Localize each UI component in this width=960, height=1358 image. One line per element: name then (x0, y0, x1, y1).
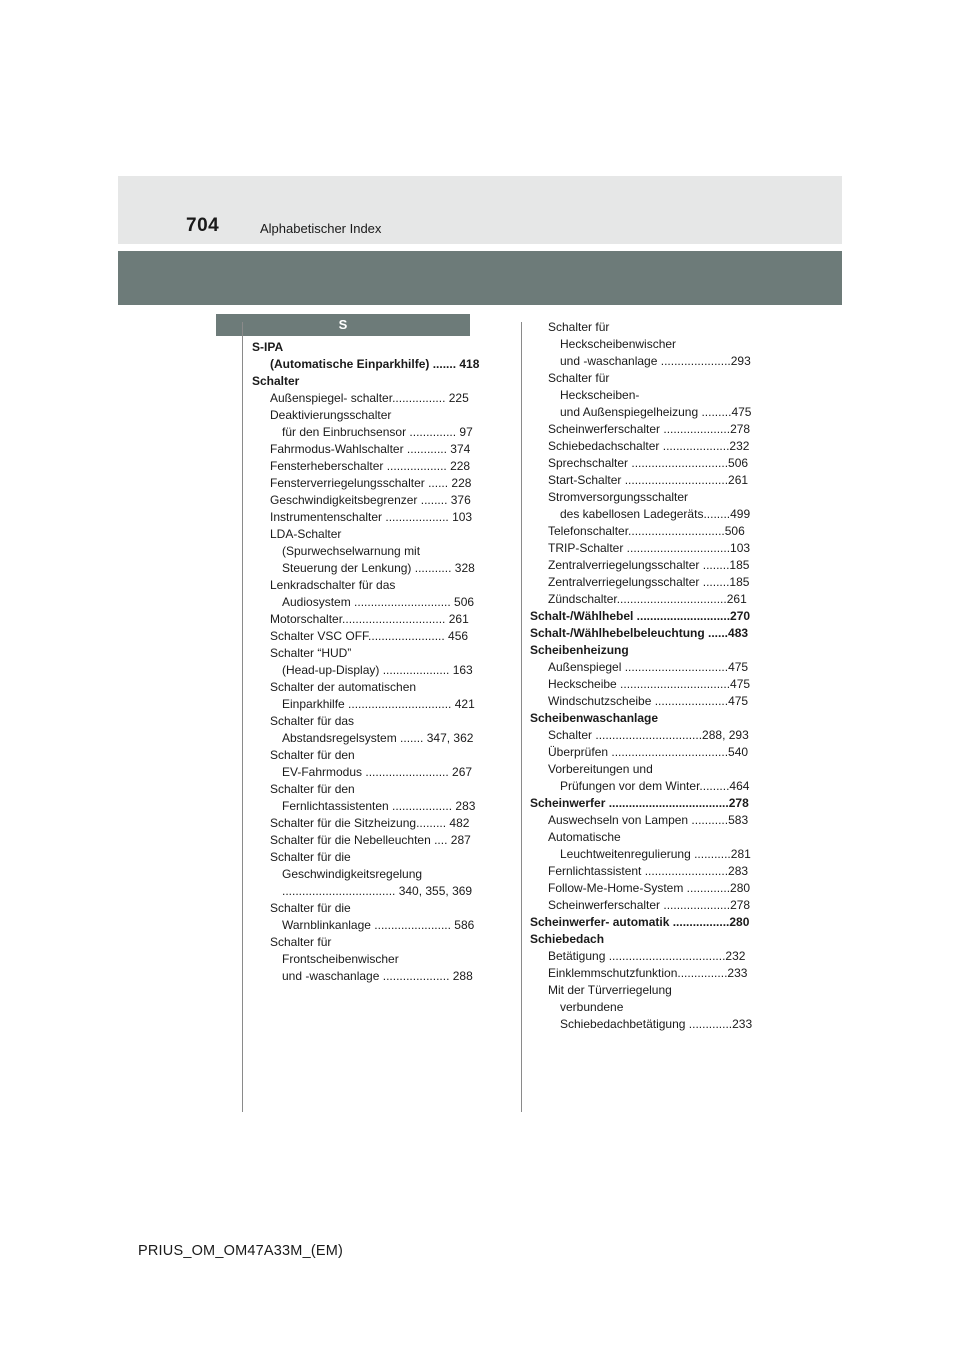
index-entry: Schalter für die (270, 901, 351, 915)
index-entry: Schiebedach (530, 932, 605, 946)
index-entry: Schalter für (548, 320, 610, 334)
index-entry: Fensterverriegelungsschalter ...... 228 (270, 476, 472, 490)
index-entry: Schalter für den (270, 748, 355, 762)
index-entry: Scheinwerfer ....................................278 (530, 796, 749, 810)
index-entry: Instrumentenschalter ................... 103 (270, 510, 473, 524)
index-entry: Schalter für die (270, 850, 351, 864)
index-entry: Schalt-/Wählhebelbeleuchtung ......483 (530, 626, 749, 640)
index-entry: Schiebedachbetätigung .............233 (560, 1017, 753, 1031)
section-letter-tab: S (216, 314, 470, 336)
index-entry: Schalter für die Sitzheizung......... 482 (270, 816, 470, 830)
index-entry: des kabellosen Ladegeräts........499 (560, 507, 751, 521)
index-entry: Stromversorgungsschalter (548, 490, 689, 504)
index-column-left (252, 339, 480, 985)
index-entry: Fensterheberschalter .................. 228 (270, 459, 471, 473)
page-number: 704 (186, 215, 220, 236)
index-entry: Einklemmschutzfunktion...............233 (548, 966, 748, 980)
index-entry: Vorbereitungen und (548, 762, 653, 776)
index-entry: Auswechseln von Lampen ...........583 (548, 813, 749, 827)
index-column-right (530, 319, 751, 1033)
index-entry: Einparkhilfe ............................... 421 (282, 697, 475, 711)
column-divider-middle (521, 322, 522, 1112)
index-entry: Scheinwerferschalter ....................278 (548, 898, 751, 912)
index-entry: EV-Fahrmodus ......................... 267 (282, 765, 473, 779)
index-entry: Heckscheibe .................................475 (548, 677, 751, 691)
index-entry: Sprechschalter .............................506 (548, 456, 749, 470)
document-code: PRIUS_OM_OM47A33M_(EM) (138, 1243, 344, 1259)
index-entry: .................................. 340, 355, 369 (282, 884, 473, 898)
index-entry: Schiebedachschalter ....................232 (548, 439, 750, 453)
index-entry: und Außenspiegelheizung .........475 (560, 405, 752, 419)
index-entry: Start-Schalter ...............................261 (548, 473, 749, 487)
index-entry: Prüfungen vor dem Winter.........464 (560, 779, 750, 793)
index-entry: Scheibenwaschanlage (530, 711, 659, 725)
index-entry: und -waschanlage .................... 288 (282, 969, 473, 983)
index-entry: Telefonschalter.............................506 (548, 524, 745, 538)
index-entry: Scheibenheizung (530, 643, 629, 657)
header-accent-band (118, 251, 842, 305)
index-entry: Geschwindigkeitsbegrenzer ........ 376 (270, 493, 471, 507)
index-entry: (Automatische Einparkhilfe) ....... 418 (270, 357, 480, 371)
index-entry: Schalter (252, 374, 300, 388)
index-entry: Steuerung der Lenkung) ........... 328 (282, 561, 475, 575)
index-entry: Schalter für (548, 371, 610, 385)
index-entry: Zentralverriegelungsschalter ........185 (548, 558, 750, 572)
index-entry: Außenspiegel- schalter................ 225 (270, 391, 469, 405)
index-entry: Deaktivierungsschalter (270, 408, 392, 422)
index-entry: Heckscheiben- (560, 388, 640, 402)
index-entry: Windschutzscheibe ......................475 (548, 694, 749, 708)
index-entry: Schalter der automatischen (270, 680, 417, 694)
index-entry: Motorschalter............................... 261 (270, 612, 469, 626)
index-entry: Schalter ................................288, 293 (548, 728, 749, 742)
index-entry: Follow-Me-Home-System .............280 (548, 881, 751, 895)
index-entry: Zentralverriegelungsschalter ........185 (548, 575, 750, 589)
index-entry: Warnblinkanlage ....................... 586 (282, 918, 475, 932)
index-entry: S-IPA (252, 340, 284, 354)
index-entry: verbundene (560, 1000, 624, 1014)
index-entry: Scheinwerfer- automatik .................280 (530, 915, 750, 929)
index-entry: Frontscheibenwischer (282, 952, 399, 966)
index-entry: Schalter für das (270, 714, 355, 728)
index-entry: Mit der Türverriegelung (548, 983, 672, 997)
index-entry: Schalter für den (270, 782, 355, 796)
column-divider-left (242, 322, 243, 1112)
index-entry: Schalter für (270, 935, 332, 949)
index-entry: Zündschalter.................................261 (548, 592, 747, 606)
index-entry: Lenkradschalter für das (270, 578, 396, 592)
index-entry: (Spurwechselwarnung mit (282, 544, 421, 558)
index-entry: Automatische (548, 830, 621, 844)
index-entry: Außenspiegel ...............................475 (548, 660, 749, 674)
index-entry: Betätigung ...................................232 (548, 949, 746, 963)
index-entry: Schalter “HUD” (270, 646, 352, 660)
index-entry: Schalter für die Nebelleuchten .... 287 (270, 833, 471, 847)
index-entry: TRIP-Schalter ...............................103 (548, 541, 751, 555)
index-entry: Audiosystem ............................. 506 (282, 595, 475, 609)
header-band (118, 176, 842, 244)
index-entry: Überprüfen ...................................540 (548, 745, 749, 759)
index-entry: Geschwindigkeitsregelung (282, 867, 423, 881)
index-entry: (Head-up-Display) .................... 163 (282, 663, 473, 677)
index-entry: LDA-Schalter (270, 527, 342, 541)
index-entry: Schalt-/Wählhebel ............................270 (530, 609, 751, 623)
index-entry: Scheinwerferschalter ....................278 (548, 422, 751, 436)
index-entry: Fernlichtassistenten .................. 283 (282, 799, 476, 813)
index-entry: Fernlichtassistent .........................283 (548, 864, 749, 878)
index-entry: Schalter VSC OFF....................... 456 (270, 629, 469, 643)
index-entry: Abstandsregelsystem ....... 347, 362 (282, 731, 474, 745)
index-entry: Fahrmodus-Wahlschalter ............ 374 (270, 442, 471, 456)
index-entry: und -waschanlage .....................293 (560, 354, 751, 368)
index-entry: für den Einbruchsensor .............. 97 (282, 425, 473, 439)
index-entry: Heckscheibenwischer (560, 337, 677, 351)
index-entry: Leuchtweitenregulierung ...........281 (560, 847, 751, 861)
chapter-title: Alphabetischer Index (260, 221, 382, 236)
